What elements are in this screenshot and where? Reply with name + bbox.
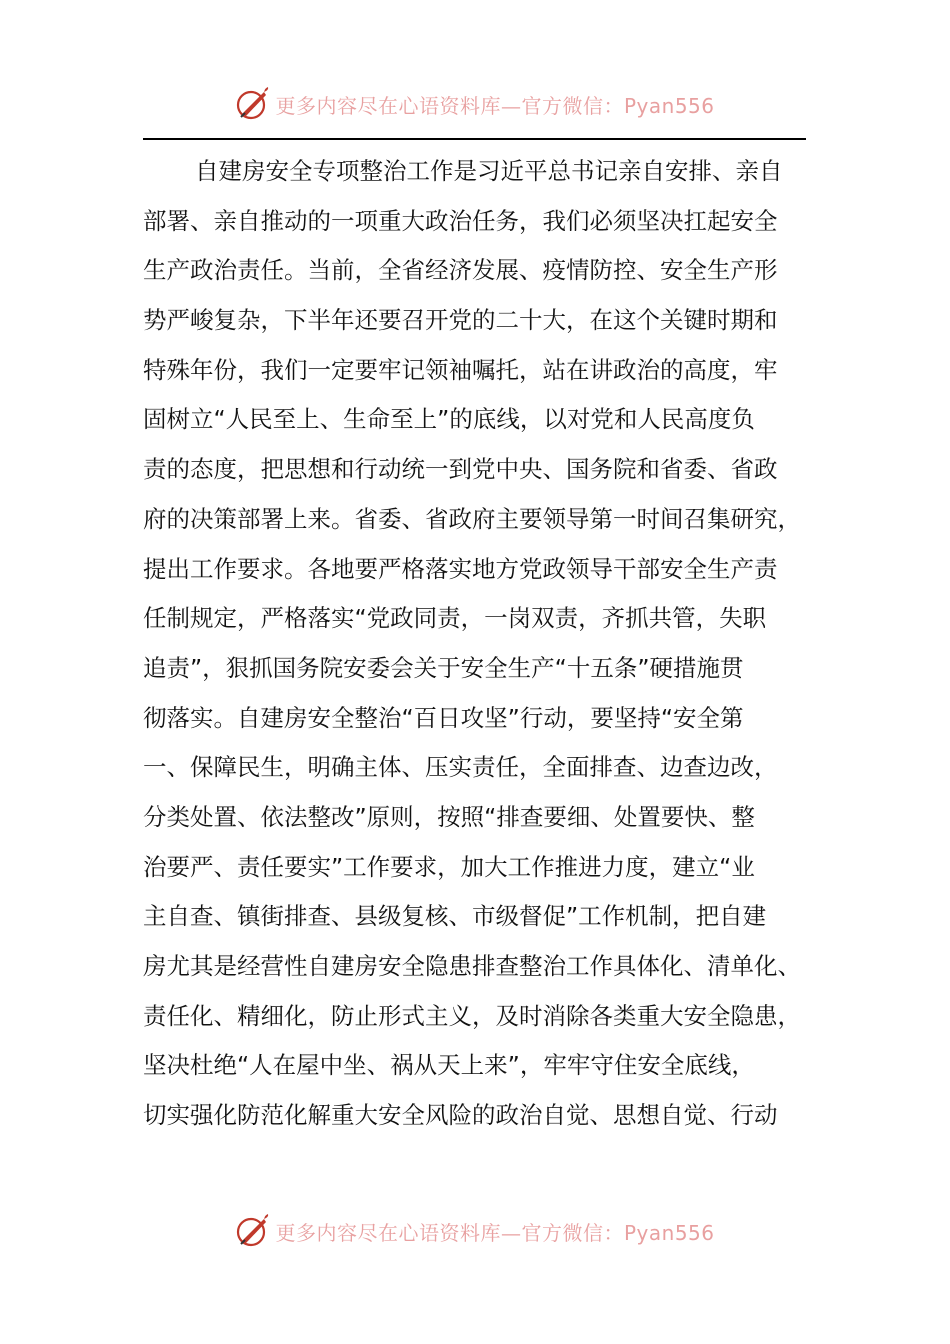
text-line: 生产政治责任。当前，全省经济发展、疫情防控、安全生产形 [143, 256, 778, 285]
text-line: 房尤其是经营性自建房安全隐患排查整治工作具体化、清单化、 [143, 952, 801, 980]
text-line: 势严峻复杂，下半年还要召开党的二十大，在这个关键时期和 [143, 306, 778, 335]
text-line: 主自查、镇街排查、县级复核、市级督促”工作机制，把自建 [143, 902, 767, 931]
text-line: 固树立“人民至上、生命至上”的底线，以对党和人民高度负 [143, 405, 755, 434]
text-line: 责任化、精细化，防止形式主义，及时消除各类重大安全隐患， [143, 1001, 801, 1030]
text-line: 切实强化防范化解重大安全风险的政治自觉、思想自觉、行动 [143, 1101, 778, 1130]
text-line: 彻落实。自建房安全整治“百日攻坚”行动，要坚持“安全第 [143, 703, 744, 732]
text-line: 分类处置、依法整改”原则，按照“排查要细、处置要快、整 [143, 802, 755, 831]
header-banner-text: 更多内容尽在心语资料库—官方微信：Pyan556 [275, 93, 715, 118]
text-line: 治要严、责任要实”工作要求，加大工作推进力度，建立“业 [143, 852, 755, 881]
text-line: 府的决策部署上来。省委、省政府主要领导第一时间召集研究， [143, 504, 801, 533]
text-line: 提出工作要求。各地要严格落实地方党政领导干部安全生产责 [143, 554, 778, 583]
text-line: 特殊年份，我们一定要牢记领袖嘱托，站在讲政治的高度，牢 [143, 355, 778, 384]
text-line: 自建房安全专项整治工作是习近平总书记亲自安排、亲自 [195, 157, 783, 185]
footer-banner-text: 更多内容尽在心语资料库—官方微信：Pyan556 [275, 1220, 715, 1245]
quill-logo-icon [235, 86, 271, 122]
document-body [143, 147, 813, 1141]
text-line: 坚决杜绝“人在屋中坐、祸从天上来”，牢牢守住安全底线， [143, 1051, 755, 1080]
text-line: 追责”，狠抓国务院安委会关于安全生产“十五条”硬措施贯 [143, 653, 744, 682]
quill-logo-icon [235, 1213, 271, 1249]
text-line: 责的态度，把思想和行动统一到党中央、国务院和省委、省政 [143, 455, 778, 484]
text-line: 部署、亲自推动的一项重大政治任务，我们必须坚决扛起安全 [143, 206, 778, 235]
header-banner [0, 82, 950, 126]
footer-wechat-handle: Pyan556 [623, 1220, 715, 1245]
header-wechat-handle: Pyan556 [623, 93, 715, 118]
footer-banner [0, 1209, 950, 1253]
text-line: 一、保障民生，明确主体、压实责任，全面排查、边查边改， [143, 753, 778, 782]
text-line: 任制规定，严格落实“党政同责，一岗双责，齐抓共管，失职 [143, 604, 767, 633]
header-divider [143, 138, 806, 140]
